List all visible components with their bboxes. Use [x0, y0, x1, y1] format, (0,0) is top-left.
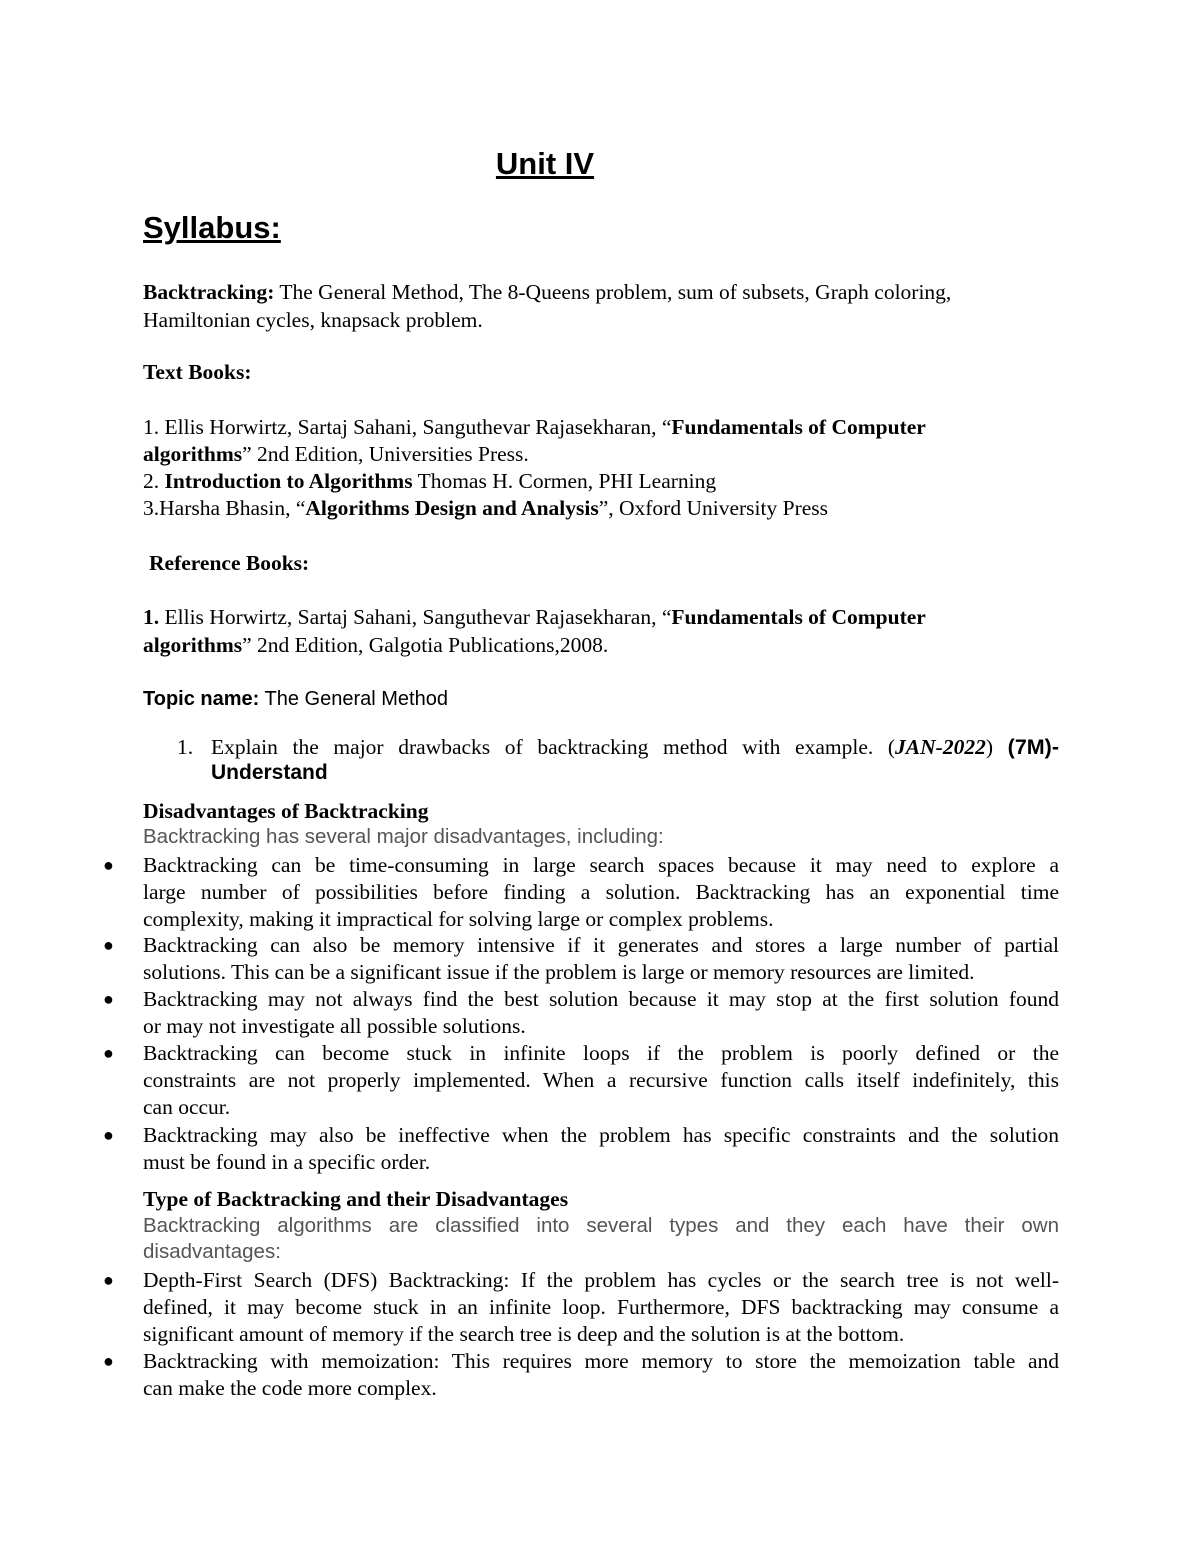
- question-number: 1.: [177, 735, 194, 759]
- reference-book-1-publisher: ” 2nd Edition, Galgotia Publications,2008.: [242, 633, 609, 657]
- bullet-icon: ●: [103, 935, 114, 955]
- disadvantage-4-line-3: can occur.: [143, 1095, 231, 1119]
- disadvantage-5-line-2: must be found in a specific order.: [143, 1150, 431, 1174]
- question-text: Explain the major drawbacks of backtracking method with example. (: [211, 735, 896, 759]
- disadvantage-5-line-1: Backtracking may also be ineffective when the problem has specific constraints and the solution: [143, 1123, 1059, 1147]
- reference-books-heading: Reference Books:: [149, 551, 310, 575]
- text-book-1-line-2: [143, 440, 529, 468]
- type-1-line-3: significant amount of memory if the search tree is deep and the solution is at the bottom.: [143, 1322, 905, 1346]
- types-intro-line-1: Backtracking algorithms are classified into several types and they each have their own: [143, 1214, 1059, 1237]
- syllabus-heading: Syllabus:: [143, 210, 281, 245]
- type-1-line-2: defined, it may become stuck in an infinite loop. Furthermore, DFS backtracking may consume a: [143, 1295, 1059, 1319]
- disadvantage-1-line-1: Backtracking can be time-consuming in large search spaces because it may need to explore a: [143, 853, 1059, 877]
- text-book-2-authors: Thomas H. Cormen, PHI Learning: [412, 469, 717, 493]
- bullet-icon: ●: [103, 1270, 114, 1290]
- question-marks: (7M)-: [1007, 735, 1060, 759]
- text-book-1-authors: 1. Ellis Horwirtz, Sartaj Sahani, Sanguthevar Rajasekharan, “: [143, 415, 672, 439]
- unit-title: Unit IV: [495, 146, 595, 181]
- topic-value: The General Method: [259, 688, 448, 710]
- reference-book-1-line-2: [143, 631, 608, 659]
- text-book-2: [143, 467, 716, 495]
- text-book-1-publisher: ” 2nd Edition, Universities Press.: [242, 442, 529, 466]
- bullet-icon: ●: [103, 1351, 114, 1371]
- bullet-icon: ●: [103, 1125, 114, 1145]
- question-date: JAN-2022: [895, 735, 986, 759]
- types-intro-line-2: disadvantages:: [143, 1240, 281, 1263]
- disadvantage-1-line-3: complexity, making it impractical for solving large or complex problems.: [143, 907, 774, 931]
- text-book-3-title: Algorithms Design and Analysis: [305, 496, 599, 520]
- text-book-3-author: 3.Harsha Bhasin, “: [143, 496, 306, 520]
- bullet-icon: ●: [103, 989, 114, 1009]
- text-book-1-line-1: [143, 413, 926, 441]
- syllabus-label: Backtracking:: [143, 280, 275, 304]
- types-heading: Type of Backtracking and their Disadvantages: [143, 1187, 569, 1211]
- syllabus-line-2: Hamiltonian cycles, knapsack problem.: [143, 308, 483, 332]
- type-2-line-1: Backtracking with memoization: This requires more memory to store the memoization table and: [143, 1349, 1059, 1373]
- disadvantage-4-line-1: Backtracking can become stuck in infinite loops if the problem is poorly defined or the: [143, 1041, 1059, 1065]
- disadvantage-3-line-2: or may not investigate all possible solutions.: [143, 1014, 526, 1038]
- disadvantages-heading: Disadvantages of Backtracking: [143, 799, 429, 823]
- text-book-2-num: 2.: [143, 469, 165, 493]
- topic-label: Topic name:: [143, 688, 260, 710]
- disadvantage-4-line-2: constraints are not properly implemented. When a recursive function calls itself indefinitely, this: [143, 1068, 1059, 1092]
- text-book-3: [143, 494, 828, 522]
- text-book-1-title-cont: algorithms: [143, 442, 243, 466]
- disadvantage-3-line-1: Backtracking may not always find the best solution because it may stop at the first solution found: [143, 987, 1059, 1011]
- topic-line: [143, 688, 448, 711]
- bullet-icon: ●: [103, 1043, 114, 1063]
- reference-book-1-title-cont: algorithms: [143, 633, 243, 657]
- text-book-2-title: Introduction to Algorithms: [164, 469, 413, 493]
- disadvantage-1-line-2: large number of possibilities before finding a solution. Backtracking has an exponential time: [143, 880, 1059, 904]
- bullet-icon: ●: [103, 855, 114, 875]
- syllabus-line-1: [143, 278, 951, 306]
- question-level: Understand: [211, 761, 328, 784]
- text-books-heading: Text Books:: [143, 360, 252, 384]
- type-2-line-2: can make the code more complex.: [143, 1376, 437, 1400]
- question-line-1: [211, 733, 1059, 761]
- text-book-1-title: Fundamentals of Computer: [671, 415, 926, 439]
- disadvantages-intro: Backtracking has several major disadvantages, including:: [143, 825, 664, 848]
- syllabus-text-1: The General Method, The 8-Queens problem, sum of subsets, Graph coloring,: [274, 280, 952, 304]
- disadvantage-2-line-1: Backtracking can also be memory intensive if it generates and stores a large number of partial: [143, 933, 1059, 957]
- reference-book-1-authors: Ellis Horwirtz, Sartaj Sahani, Sanguthevar Rajasekharan, “: [159, 605, 672, 629]
- reference-book-1-num: 1.: [143, 605, 160, 629]
- type-1-line-1: Depth-First Search (DFS) Backtracking: If the problem has cycles or the search tree is not well-: [143, 1268, 1059, 1292]
- text-book-3-publisher: ”, Oxford University Press: [598, 496, 829, 520]
- reference-book-1-title: Fundamentals of Computer: [671, 605, 926, 629]
- question-close: ): [985, 735, 993, 759]
- disadvantage-2-line-2: solutions. This can be a significant issue if the problem is large or memory resources are limited.: [143, 960, 975, 984]
- reference-book-1-line-1: [143, 603, 926, 631]
